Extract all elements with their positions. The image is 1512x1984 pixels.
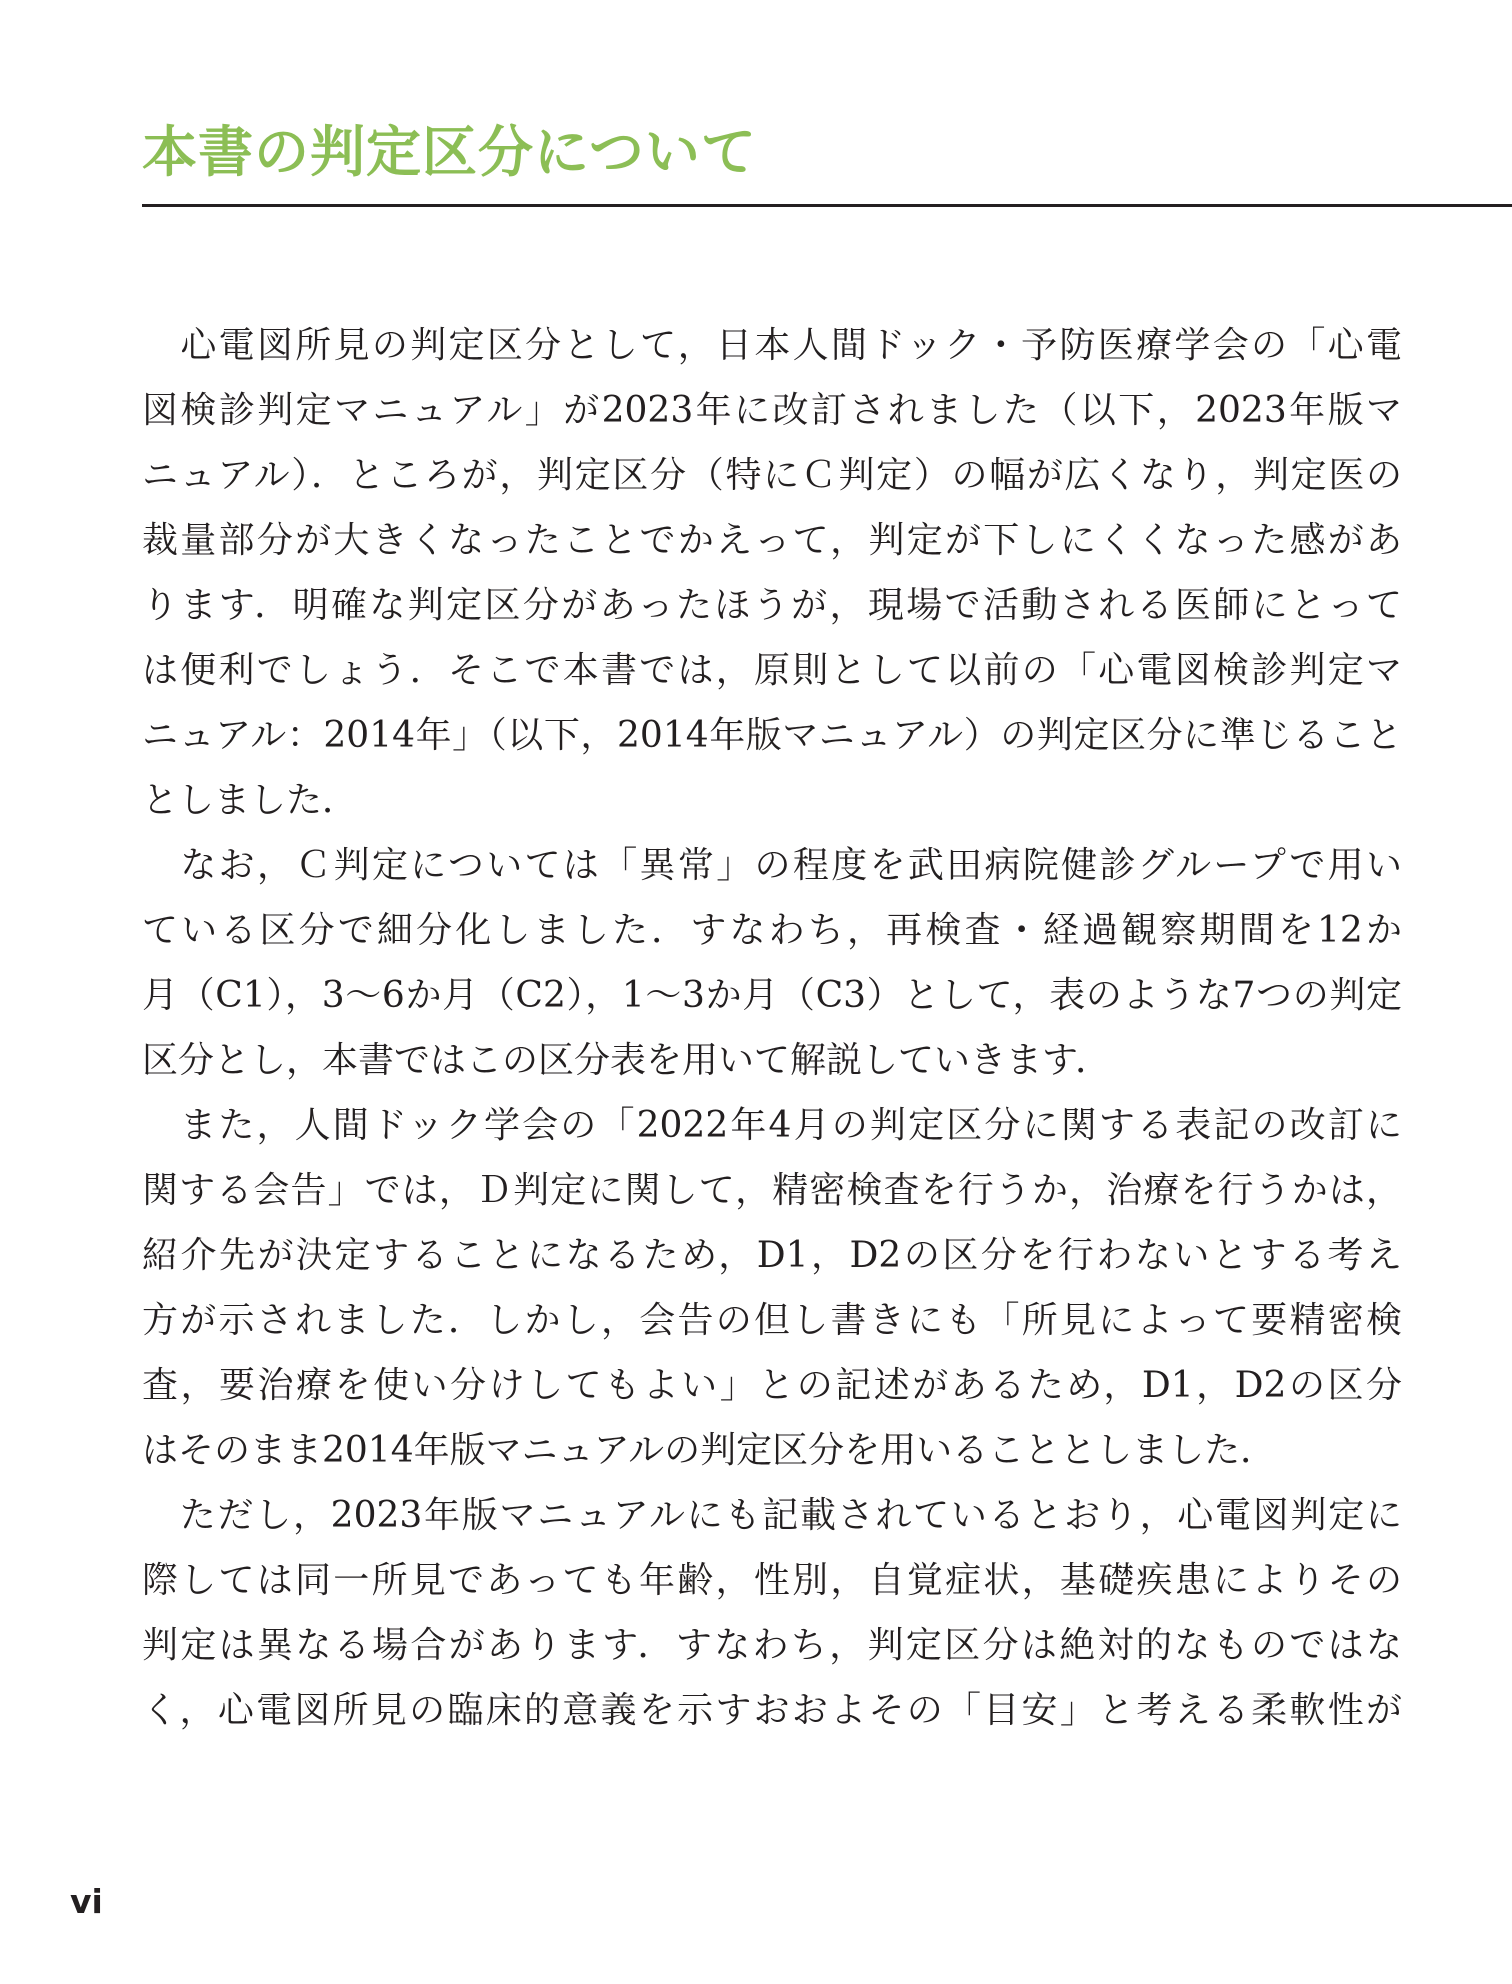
text-line: 図検診判定マニュアル」が2023年に改訂されました（以下，2023年版マ: [142, 390, 1402, 431]
text-line: ります．明確な判定区分があったほうが，現場で活動される医師にとって: [142, 585, 1402, 626]
text-line: ている区分で細分化しました．すなわち，再検査・経過観察期間を12か: [142, 910, 1402, 951]
text-line: 関する会告」では，Ｄ判定に関して，精密検査を行うか，治療を行うかは，: [142, 1170, 1402, 1211]
title-divider: [142, 204, 1512, 207]
text-line: 心電図所見の判定区分として，日本人間ドック・予防医療学会の「心電: [142, 325, 1402, 366]
body-text: [142, 313, 1402, 1743]
page-title: 本書の判定区分について: [142, 120, 757, 184]
text-line: 区分とし，本書ではこの区分表を用いて解説していきます．: [142, 1040, 1112, 1081]
text-line: 査，要治療を使い分けしてもよい」との記述があるため，D1，D2の区分: [142, 1365, 1402, 1406]
text-line: としました．: [142, 780, 359, 821]
text-line: 紹介先が決定することになるため，D1，D2の区分を行わないとする考え: [142, 1235, 1402, 1276]
text-line: また，人間ドック学会の「2022年4月の判定区分に関する表記の改訂に: [142, 1105, 1402, 1146]
text-line: は便利でしょう．そこで本書では，原則として以前の「心電図検診判定マ: [142, 650, 1402, 691]
text-line: 月（C1），3〜6か月（C2），1〜3か月（C3）として，表のような7つの判定: [142, 975, 1402, 1016]
text-line: く，心電図所見の臨床的意義を示すおおよその「目安」と考える柔軟性が: [142, 1690, 1402, 1731]
text-line: 際しては同一所見であっても年齢，性別，自覚症状，基礎疾患によりその: [142, 1560, 1402, 1601]
text-line: なお，Ｃ判定については「異常」の程度を武田病院健診グループで用い: [142, 845, 1402, 886]
text-line: 判定は異なる場合があります．すなわち，判定区分は絶対的なものではな: [142, 1625, 1402, 1666]
text-line: ニュアル：2014年」（以下，2014年版マニュアル）の判定区分に準じること: [142, 715, 1402, 756]
text-line: 方が示されました．しかし，会告の但し書きにも「所見によって要精密検: [142, 1300, 1402, 1341]
text-line: はそのまま2014年版マニュアルの判定区分を用いることとしました．: [142, 1430, 1277, 1471]
page-number: vi: [70, 1882, 103, 1921]
text-line: ただし，2023年版マニュアルにも記載されているとおり，心電図判定に: [142, 1495, 1402, 1536]
text-line: 裁量部分が大きくなったことでかえって，判定が下しにくくなった感があ: [142, 520, 1402, 561]
text-line: ニュアル）．ところが，判定区分（特にＣ判定）の幅が広くなり，判定医の: [142, 455, 1402, 496]
